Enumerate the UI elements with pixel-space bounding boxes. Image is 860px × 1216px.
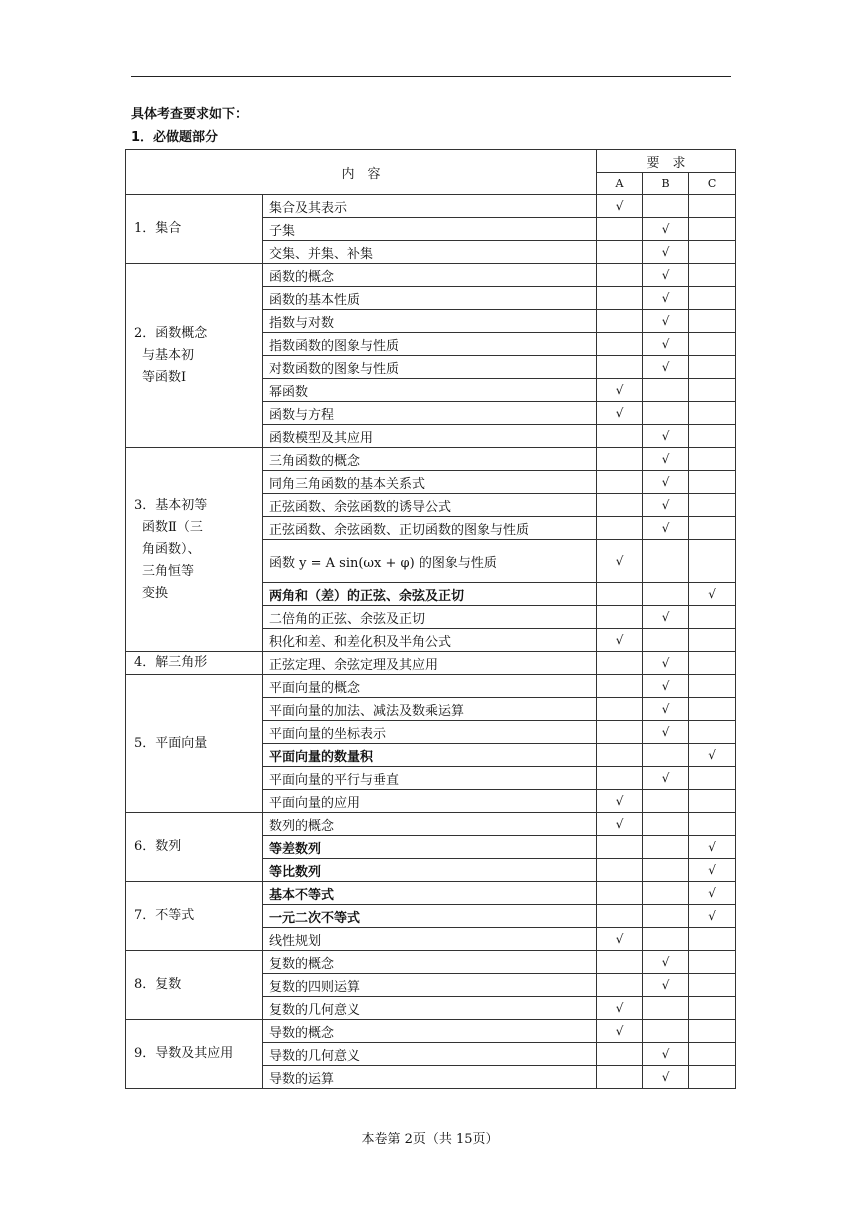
level-c-cell [689,583,736,606]
level-c-cell [689,744,736,767]
level-c-cell [689,517,736,540]
level-c-cell [689,974,736,997]
content-item: 平面向量的加法、减法及数乘运算 [263,698,597,721]
content-item: 平面向量的概念 [263,675,597,698]
level-c-cell [689,218,736,241]
section-title-line: 等函数Ⅰ [142,369,187,385]
level-c-header: C [689,173,736,195]
check-mark-icon: √ [661,245,670,259]
level-b-cell [643,859,689,882]
check-mark-icon: √ [615,383,624,397]
level-b-cell [643,997,689,1020]
level-c-cell [689,652,736,675]
check-mark-icon: √ [661,1047,670,1061]
level-b-cell [643,379,689,402]
level-b-cell [643,471,689,494]
check-mark-icon: √ [661,1070,670,1084]
level-c-cell [689,402,736,425]
check-mark-icon: √ [708,840,716,854]
content-item: 平面向量的数量积 [263,744,597,767]
content-item: 函数 y = A sin(ωx + φ) 的图象与性质 [263,540,597,583]
content-header: 内 容 [126,150,597,195]
check-mark-icon: √ [708,909,716,923]
level-a-cell [597,356,643,379]
section-title-line: 变换 [142,585,169,601]
content-item: 两角和（差）的正弦、余弦及正切 [263,583,597,606]
check-mark-icon: √ [661,978,670,992]
level-a-cell [597,790,643,813]
level-c-cell [689,241,736,264]
content-item: 导数的几何意义 [263,1043,597,1066]
level-b-cell [643,425,689,448]
level-b-cell [643,652,689,675]
level-b-cell [643,606,689,629]
check-mark-icon: √ [661,771,670,785]
level-a-cell [597,241,643,264]
level-c-cell [689,905,736,928]
table-row [126,951,736,974]
level-c-cell [689,882,736,905]
level-b-cell [643,448,689,471]
level-a-cell [597,333,643,356]
content-item: 函数与方程 [263,402,597,425]
level-c-cell [689,836,736,859]
content-item: 线性规划 [263,928,597,951]
level-b-header: B [643,173,689,195]
section-title-line: 角函数）、 [142,541,201,557]
section-title [126,264,263,448]
level-c-cell [689,540,736,583]
level-c-cell [689,675,736,698]
table-header [126,150,736,195]
check-mark-icon: √ [708,863,716,877]
content-item: 函数模型及其应用 [263,425,597,448]
level-a-cell [597,583,643,606]
section-title [126,951,263,1020]
section-title-line: 5．平面向量 [134,735,208,751]
section-title [126,195,263,264]
section-title-line: 函数Ⅱ（三 [142,519,203,535]
content-item: 指数函数的图象与性质 [263,333,597,356]
level-a-cell [597,744,643,767]
level-a-cell [597,813,643,836]
check-mark-icon: √ [615,1024,624,1038]
content-item: 平面向量的应用 [263,790,597,813]
check-mark-icon: √ [661,656,670,670]
section-title [126,448,263,652]
level-b-cell [643,813,689,836]
level-b-cell [643,218,689,241]
level-a-cell [597,859,643,882]
level-b-cell [643,974,689,997]
level-a-cell [597,629,643,652]
header-rule [131,76,731,77]
level-c-cell [689,264,736,287]
content-item: 指数与对数 [263,310,597,333]
level-b-cell [643,356,689,379]
level-b-cell [643,629,689,652]
level-c-cell [689,813,736,836]
level-b-cell [643,721,689,744]
level-b-cell [643,951,689,974]
level-b-cell [643,1020,689,1043]
content-item: 函数的基本性质 [263,287,597,310]
content-item: 三角函数的概念 [263,448,597,471]
level-b-cell [643,310,689,333]
level-a-header: A [597,173,643,195]
section-title-line: 三角恒等 [142,563,195,579]
level-c-cell [689,767,736,790]
level-a-cell [597,310,643,333]
table-row [126,448,736,471]
table-body [126,195,736,1089]
level-c-cell [689,721,736,744]
level-b-cell [643,928,689,951]
content-item: 幂函数 [263,379,597,402]
content-item: 一元二次不等式 [263,905,597,928]
check-mark-icon: √ [661,337,670,351]
content-item: 正弦函数、余弦函数、正切函数的图象与性质 [263,517,597,540]
level-a-cell [597,540,643,583]
check-mark-icon: √ [615,199,624,213]
level-b-cell [643,494,689,517]
section-title [126,813,263,882]
content-item: 二倍角的正弦、余弦及正切 [263,606,597,629]
level-a-cell [597,974,643,997]
level-a-cell [597,1043,643,1066]
level-c-cell [689,333,736,356]
level-b-cell [643,744,689,767]
check-mark-icon: √ [661,360,670,374]
page-footer: 本卷第 2页（共 15页） [361,1132,499,1147]
level-a-cell [597,448,643,471]
level-c-cell [689,629,736,652]
content-item: 交集、并集、补集 [263,241,597,264]
level-c-cell [689,471,736,494]
level-b-cell [643,882,689,905]
content-item: 同角三角函数的基本关系式 [263,471,597,494]
check-mark-icon: √ [615,554,624,568]
check-mark-icon: √ [661,498,670,512]
table-row [126,675,736,698]
section-heading: 1．必做题部分 [131,130,219,145]
level-a-cell [597,287,643,310]
check-mark-icon: √ [615,633,624,647]
content-item: 等差数列 [263,836,597,859]
level-c-cell [689,287,736,310]
level-a-cell [597,517,643,540]
check-mark-icon: √ [661,314,670,328]
table-row [126,882,736,905]
section-title-line: 4．解三角形 [134,655,208,670]
level-b-cell [643,583,689,606]
level-b-cell [643,264,689,287]
check-mark-icon: √ [661,521,670,535]
check-mark-icon: √ [708,748,716,762]
level-c-cell [689,698,736,721]
level-a-cell [597,379,643,402]
level-a-cell [597,721,643,744]
level-a-cell [597,698,643,721]
level-b-cell [643,1043,689,1066]
level-a-cell [597,402,643,425]
content-item: 复数的四则运算 [263,974,597,997]
content-item: 正弦函数、余弦函数的诱导公式 [263,494,597,517]
level-a-cell [597,951,643,974]
section-title-line: 3．基本初等 [134,497,208,513]
level-c-cell [689,1043,736,1066]
level-a-cell [597,675,643,698]
content-item: 等比数列 [263,859,597,882]
check-mark-icon: √ [661,475,670,489]
section-title [126,675,263,813]
level-b-cell [643,241,689,264]
section-title [126,882,263,951]
level-c-cell [689,997,736,1020]
level-a-cell [597,471,643,494]
level-c-cell [689,425,736,448]
level-c-cell [689,859,736,882]
content-item: 导数的运算 [263,1066,597,1089]
level-b-cell [643,675,689,698]
level-b-cell [643,905,689,928]
requirement-header: 要 求 [597,150,736,173]
table-row [126,195,736,218]
check-mark-icon: √ [708,886,716,900]
level-b-cell [643,698,689,721]
section-title-line: 7．不等式 [134,908,195,923]
level-b-cell [643,1066,689,1089]
level-c-cell [689,356,736,379]
check-mark-icon: √ [615,794,624,808]
level-b-cell [643,333,689,356]
content-item: 数列的概念 [263,813,597,836]
content-item: 平面向量的平行与垂直 [263,767,597,790]
content-item: 导数的概念 [263,1020,597,1043]
section-title-line: 1．集合 [134,221,182,236]
level-a-cell [597,606,643,629]
level-a-cell [597,652,643,675]
level-c-cell [689,379,736,402]
check-mark-icon: √ [615,932,624,946]
level-a-cell [597,836,643,859]
content-item: 复数的概念 [263,951,597,974]
check-mark-icon: √ [661,429,670,443]
level-c-cell [689,448,736,471]
content-item: 积化和差、和差化积及半角公式 [263,629,597,652]
check-mark-icon: √ [615,1001,624,1015]
check-mark-icon: √ [615,817,624,831]
section-title [126,1020,263,1089]
check-mark-icon: √ [661,725,670,739]
check-mark-icon: √ [661,679,670,693]
level-b-cell [643,790,689,813]
section-title-line: 6．数列 [134,839,182,854]
level-a-cell [597,928,643,951]
level-a-cell [597,1020,643,1043]
check-mark-icon: √ [661,702,670,716]
check-mark-icon: √ [708,587,716,601]
level-c-cell [689,928,736,951]
section-title-line: 2．函数概念 [134,325,208,341]
level-c-cell [689,1020,736,1043]
check-mark-icon: √ [661,610,670,624]
table-row [126,264,736,287]
content-item: 平面向量的坐标表示 [263,721,597,744]
level-b-cell [643,287,689,310]
level-b-cell [643,767,689,790]
level-c-cell [689,195,736,218]
section-title-line: 与基本初 [142,347,195,363]
level-c-cell [689,606,736,629]
check-mark-icon: √ [661,955,670,969]
level-b-cell [643,517,689,540]
content-item: 基本不等式 [263,882,597,905]
level-c-cell [689,310,736,333]
check-mark-icon: √ [661,452,670,466]
level-a-cell [597,264,643,287]
level-b-cell [643,540,689,583]
level-c-cell [689,790,736,813]
level-a-cell [597,425,643,448]
level-b-cell [643,836,689,859]
level-b-cell [643,402,689,425]
table-row [126,652,736,675]
content-item: 函数的概念 [263,264,597,287]
level-c-cell [689,494,736,517]
level-a-cell [597,494,643,517]
level-a-cell [597,767,643,790]
level-b-cell [643,195,689,218]
section-title-line: 9．导数及其应用 [134,1046,234,1061]
level-c-cell [689,1066,736,1089]
level-a-cell [597,1066,643,1089]
content-item: 子集 [263,218,597,241]
check-mark-icon: √ [615,406,624,420]
content-item: 正弦定理、余弦定理及其应用 [263,652,597,675]
table-row [126,813,736,836]
check-mark-icon: √ [661,268,670,282]
level-a-cell [597,195,643,218]
section-title-line: 8．复数 [134,977,182,992]
intro-heading: 具体考查要求如下： [131,107,249,122]
content-item: 复数的几何意义 [263,997,597,1020]
requirements-table [125,149,736,1089]
level-a-cell [597,882,643,905]
level-c-cell [689,951,736,974]
section-title [126,652,263,675]
check-mark-icon: √ [661,222,670,236]
content-item: 集合及其表示 [263,195,597,218]
check-mark-icon: √ [661,291,670,305]
content-item: 对数函数的图象与性质 [263,356,597,379]
level-a-cell [597,997,643,1020]
table-row [126,1020,736,1043]
level-a-cell [597,218,643,241]
level-a-cell [597,905,643,928]
